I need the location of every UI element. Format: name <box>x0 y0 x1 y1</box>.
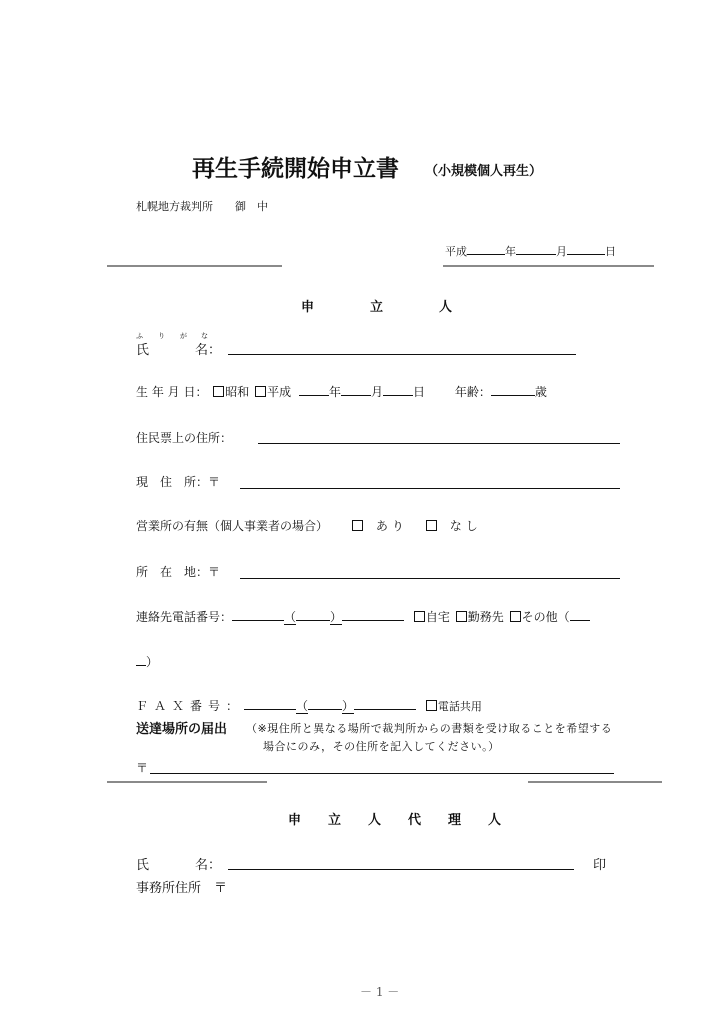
fax-exchange-blank[interactable] <box>308 709 342 710</box>
date-day-unit: 日 <box>605 245 616 258</box>
fax-paren-close: ） <box>342 699 355 713</box>
age-blank[interactable] <box>491 395 535 396</box>
applicant-heading: 申 立 人 <box>301 300 463 315</box>
phone-paren-close: ） <box>330 610 343 624</box>
birth-day-unit: 日 <box>413 385 426 399</box>
agent-divider-right <box>528 781 662 783</box>
agent-name-label-1: 氏 <box>136 858 150 873</box>
furigana-ga: が <box>180 332 187 340</box>
heisei-checkbox[interactable] <box>255 386 266 397</box>
business-office-label: 営業所の有無（個人事業者の場合） <box>136 519 329 533</box>
date-month-unit: 月 <box>556 245 567 258</box>
current-address-label: 現 住 所：〒 <box>136 475 221 489</box>
date-day-blank[interactable] <box>567 254 605 255</box>
office-yes-label: あり <box>375 519 408 533</box>
phone-exchange-blank[interactable] <box>296 620 330 621</box>
office-no-checkbox[interactable] <box>426 520 437 531</box>
agent-heading: 申 立 人 代 理 人 <box>288 813 509 828</box>
fax-shared-checkbox[interactable] <box>426 700 437 711</box>
date-month-blank[interactable] <box>516 254 556 255</box>
phone-home-label: 自宅 <box>425 610 450 624</box>
fax-row <box>136 697 482 714</box>
phone-work-checkbox[interactable] <box>456 611 467 622</box>
registered-address-label: 住民票上の住所： <box>136 431 233 445</box>
office-no-label: なし <box>449 519 482 533</box>
phone-other-label: その他（ <box>521 610 570 624</box>
phone-other-close: ） <box>146 655 159 669</box>
birthdate-row <box>136 383 547 400</box>
birth-month-blank[interactable] <box>341 395 371 396</box>
agent-name-field[interactable] <box>228 869 574 870</box>
phone-home-checkbox[interactable] <box>414 611 425 622</box>
agent-office-address-label: 事務所住所 〒 <box>136 881 228 896</box>
birth-year-blank[interactable] <box>299 395 329 396</box>
date-year-blank[interactable] <box>467 254 505 255</box>
delivery-note-1: （※現住所と異なる場所で裁判所からの書類を受け取ることを希望する <box>246 722 613 735</box>
phone-area-blank[interactable] <box>232 620 284 621</box>
date-era: 平成 <box>445 245 467 258</box>
page-number: － 1 － <box>360 985 400 999</box>
birth-year-unit: 年 <box>328 385 341 399</box>
age-label: 年齢： <box>454 385 491 399</box>
phone-other-checkbox[interactable] <box>510 611 521 622</box>
phone-label: 連絡先電話番号： <box>136 610 233 624</box>
fax-shared-label: 電話共用 <box>437 700 482 713</box>
showa-label: 昭和 <box>225 385 250 399</box>
location-field[interactable] <box>240 578 620 579</box>
agent-divider-left <box>107 781 267 783</box>
delivery-postal-label: 〒 <box>136 761 149 775</box>
heisei-label: 平成 <box>267 385 292 399</box>
birth-day-blank[interactable] <box>383 395 413 396</box>
phone-other-blank[interactable] <box>570 620 590 621</box>
document-title: 再生手続開始申立書 <box>192 156 399 182</box>
document-subtitle: （小規模個人再生） <box>425 164 543 179</box>
phone-paren-open: （ <box>284 610 297 624</box>
applicant-name-field[interactable] <box>228 354 576 355</box>
delivery-address-field[interactable] <box>150 773 614 774</box>
age-unit: 歳 <box>534 385 547 399</box>
applicant-name-label-2: 名： <box>195 343 222 358</box>
registered-address-field[interactable] <box>258 443 620 444</box>
section-divider-right <box>443 265 654 267</box>
delivery-label: 送達場所の届出 <box>136 722 228 737</box>
furigana-ri: り <box>158 332 165 340</box>
location-label: 所 在 地：〒 <box>136 565 221 579</box>
fax-area-blank[interactable] <box>244 709 296 710</box>
phone-other-blank-2[interactable] <box>136 665 146 666</box>
birth-month-unit: 月 <box>370 385 383 399</box>
current-address-field[interactable] <box>240 488 620 489</box>
fax-number-blank[interactable] <box>354 709 416 710</box>
phone-row <box>136 608 590 625</box>
applicant-name-label-1: 氏 <box>136 343 150 358</box>
office-yes-checkbox[interactable] <box>352 520 363 531</box>
phone-work-label: 勤務先 <box>467 610 504 624</box>
section-divider-left <box>107 265 282 267</box>
furigana-fu: ふ <box>136 332 143 340</box>
phone-number-blank[interactable] <box>342 620 404 621</box>
fax-label: ＦＡＸ番号： <box>136 699 245 713</box>
furigana-na: な <box>201 332 208 340</box>
agent-name-label-2: 名： <box>195 858 222 873</box>
filing-date <box>445 243 616 259</box>
phone-other-continuation <box>136 653 158 670</box>
birthdate-label: 生 年 月 日： <box>136 385 208 399</box>
showa-checkbox[interactable] <box>213 386 224 397</box>
court-addressee: 札幌地方裁判所 御 中 <box>136 200 268 213</box>
agent-seal-label: 印 <box>593 858 607 873</box>
date-year-unit: 年 <box>505 245 516 258</box>
delivery-note-2: 場合にのみ，その住所を記入してください。） <box>263 740 500 753</box>
fax-paren-open: （ <box>296 699 309 713</box>
business-office-row <box>136 517 482 534</box>
